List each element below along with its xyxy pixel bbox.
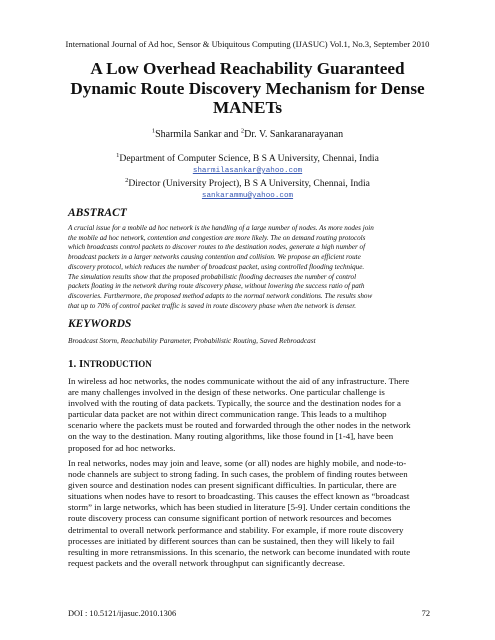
abstract-line: packets floating in the network during route discovery phase, without lowering the success ratio of path — [68, 282, 365, 291]
paragraph-line: particular data packet are not within direct communication range. This leads to a multihop — [68, 409, 387, 420]
email-link[interactable]: sharmilasankar@yahoo.com — [192, 167, 303, 175]
affiliation — [0, 178, 495, 189]
paragraph-line: involved with the routing of data packets. Typically, the source and the destination nodes for a — [68, 398, 401, 409]
author-name: Dr. V. Sankaranarayanan — [244, 129, 344, 140]
paper-title — [60, 59, 435, 118]
abstract-line: A crucial issue for a mobile ad hoc network is the handling of a large number of nodes. As more nodes join — [68, 224, 374, 232]
affiliation-text: Department of Computer Science, B S A University, Chennai, India — [119, 153, 379, 164]
paragraph-line: node channels are subject to strong fading. In such cases, the problem of finding routes between — [68, 469, 408, 480]
paragraph-line: given source and destination nodes can present significant difficulties. In particular, there are — [68, 480, 397, 491]
keywords-text: Broadcast Storm, Reachability Parameter, Probabilistic Routing, Saved Rebroadcast — [68, 336, 316, 345]
abstract-line: that up to 70% of control packet traffic is saved in route discovery phase when the network is denser. — [68, 301, 357, 310]
affiliation — [0, 153, 495, 164]
paragraph-line: detrimental to overall network performance and stability. For example, if more route discovery — [68, 524, 404, 535]
abstract-line: The simulation results show that the proposed probabilistic flooding decreases the number of control — [68, 272, 357, 281]
intro-paragraph-2 — [68, 458, 430, 569]
journal-header: International Journal of Ad hoc, Sensor & Ubiquitous Computing (IJASUC) Vol.1, No.3, September 2010 — [65, 39, 430, 49]
abstract-heading: ABSTRACT — [68, 207, 127, 219]
author-name: Sharmila Sankar and — [155, 129, 241, 140]
abstract-text — [68, 224, 430, 311]
paragraph-line: storm” in large networks, which has been studied in literature [5-9]. Under certain conditions the — [68, 502, 411, 513]
section-number: 1. I — [68, 358, 84, 370]
paragraph-line: on the way to the destination. Many routing algorithms, like those found in [1-4], have been — [68, 431, 394, 442]
paragraph-line: route discovery process can consume significant portion of network resources and becomes — [68, 513, 392, 524]
title-line: Dynamic Route Discovery Mechanism for Dense — [70, 78, 425, 98]
affiliation-text: Director (University Project), B S A University, Chennai, India — [128, 178, 370, 189]
email-link[interactable]: sankarammu@yahoo.com — [201, 192, 294, 200]
affiliation-sup: 1 — [116, 151, 120, 159]
paragraph-line: processes are initiated by different sources than can be sustained, then they will likely to fail — [68, 535, 395, 546]
keywords-heading: KEYWORDS — [68, 318, 132, 330]
abstract-line: which broadcasts control packets to discover routes to the destination nodes, generate a high number of — [68, 243, 366, 252]
paragraph-line: are many challenges involved in the design of these networks. One particular challenge is — [68, 387, 385, 398]
affiliation-sup: 2 — [125, 176, 129, 184]
paragraph-line: request packets and the overall network throughput can significantly decrease. — [68, 557, 346, 568]
intro-paragraph-1 — [68, 376, 430, 454]
paragraph-line: scenario where the packets must be routed and forwarded through the other nodes in the network — [68, 420, 411, 431]
paragraph-line: situations when nodes have to resort to broadcasting. This causes the effect known as “broadcast — [68, 491, 410, 502]
paragraph-line: In real networks, nodes may join and leave, some (or all) nodes are highly mobile, and node-to- — [68, 458, 407, 468]
author-list — [0, 129, 495, 140]
paragraph-line: resulting in more retransmissions. In this scenario, the network can become inundated with route — [68, 546, 411, 557]
paragraph-line: In wireless ad hoc networks, the nodes communicate without the aid of any infrastructure. There — [68, 376, 410, 386]
page-number: 72 — [421, 609, 430, 618]
title-line: MANETs — [212, 98, 283, 117]
abstract-line: broadcast packets in a larger networks causing contention and collision. We propose an efficient route — [68, 253, 361, 262]
section-title: NTRODUCTION — [83, 359, 152, 369]
section-heading-introduction — [68, 358, 152, 370]
abstract-line: discovery protocol, which reduces the number of broadcast packet, using controlled flooding technique. — [68, 262, 365, 271]
paragraph-line: proposed for ad hoc networks. — [68, 442, 176, 453]
title-line: A Low Overhead Reachability Guaranteed — [90, 59, 405, 78]
abstract-line: discoveries. Furthermore, the proposed method adapts to the normal network conditions. The results show — [68, 291, 373, 300]
author-sup: 1 — [151, 127, 156, 135]
abstract-line: the mobile ad hoc network, contention and congestion are more likely. The on demand routing protocols — [68, 233, 366, 242]
doi-footer: DOI : 10.5121/ijasuc.2010.1306 — [68, 609, 177, 618]
author-sup: 2 — [240, 127, 245, 135]
